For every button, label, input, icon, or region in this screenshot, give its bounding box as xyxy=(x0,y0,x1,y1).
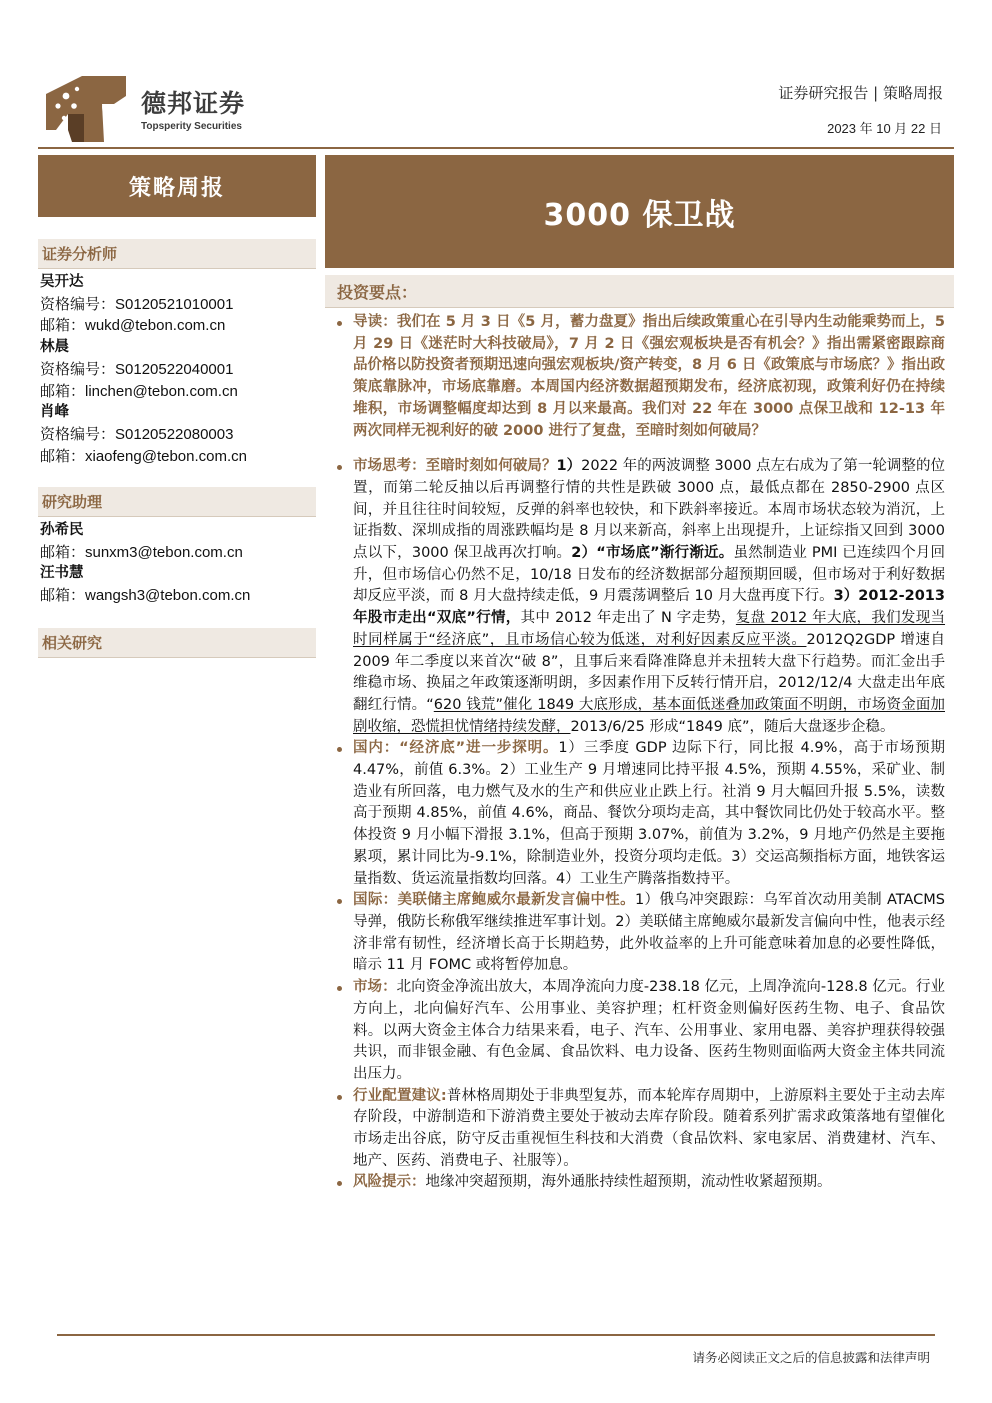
risk-text: 地缘冲突超预期，海外通胀持续性超预期，流动性收紧超预期。 xyxy=(425,1174,832,1191)
investment-points xyxy=(333,312,945,1194)
point-3-underlined-1: 复盘 2012 年大底，我们发现当时同样属于“经济底”，且市场信心较为低迷，对利好因素反应平淡。 xyxy=(353,610,946,648)
risk-paragraph xyxy=(333,1172,945,1194)
header-divider xyxy=(38,147,954,149)
brand-name: 德邦证券 xyxy=(141,89,246,118)
allocation-text: 普林格周期处于非典型复苏，而本轮库存周期中，上游原料主要处于主动去库存阶段，中游制造和下游消费主要处于被动去库存阶段。随着系列扩需求政策落地有望催化市场走出谷底，防守反击重视恒生科技和大消费（食品饮料、家电家居、消费建材、汽车、地产、医药、消费电子、社服等）。 xyxy=(353,1087,945,1169)
footer-divider xyxy=(57,1334,935,1336)
allocation-paragraph xyxy=(333,1086,945,1173)
point-3-text-c: 2013/6/25 形成“1849 底”，随后大盘逐步企稳。 xyxy=(570,718,895,735)
analyst-email[interactable]: 邮箱：linchen@tebon.com.cn xyxy=(40,382,238,400)
bullet-icon xyxy=(337,899,342,904)
analysts-heading: 证券分析师 xyxy=(42,245,118,263)
analyst-name: 肖峰 xyxy=(40,404,69,421)
leopard-logo-icon xyxy=(44,74,128,144)
assistants-heading: 研究助理 xyxy=(42,493,103,511)
report-title: 3000 保卫战 xyxy=(543,197,736,233)
international-label: 国际：美联储主席鲍威尔最新发言偏中性。 xyxy=(353,892,635,909)
risk-label: 风险提示： xyxy=(353,1174,426,1191)
footer-disclaimer: 请务必阅读正文之后的信息披露和法律声明 xyxy=(692,1350,930,1365)
analyst-name: 吴开达 xyxy=(40,274,84,290)
analyst-name: 林晨 xyxy=(40,339,69,356)
analyst-email[interactable]: 邮箱：xiaofeng@tebon.com.cn xyxy=(40,447,247,465)
domestic-label: 国内：“经济底”进一步探明。 xyxy=(353,740,559,757)
assistant-name: 汪书慧 xyxy=(40,565,84,582)
international-text: 1）俄乌冲突跟踪：乌军首次动用美制 ATACMS 导弹，俄防长称俄军继续推进军事计划。2）美联储主席鲍威尔最新发言偏向中性，他表示经济非常有韧性，经济增长高于长期趋势，此外收益率的上升可能意味着加息的必要性降低，暗示 11 月 FOMC 或将暂停加息。 xyxy=(353,892,945,974)
related-research-heading: 相关研究 xyxy=(42,634,103,652)
domestic-paragraph xyxy=(333,738,945,890)
intro-text: 导读：我们在 5 月 3 日《5 月，蓄力盘夏》指出后续政策重心在引导内生动能乘势而上，5 月 29 日《迷茫时大科技破局》，7 月 2 日《强宏观板块是否有机会？》指出需紧密跟踪商品价格以防投资者预期迅速向强宏观板块/资产转变，8 月 6 日《政策底与市场底？》指出政策底靠脉冲，市场底靠磨。本周国内经济数据超预期发布，经济底初现，政策利好仍在持续堆积，市场调整幅度却达到 8 月以来最高。我们对 22 年在 3000 点保卫战和 12-13 年两次同样无视利好的破 2000 进行了复盘，至暗时刻如何破局？ xyxy=(353,314,945,439)
brand-name-en: Topsperity Securities xyxy=(141,121,242,132)
point-1-text: 2022 年的两波调整 3000 点左右成为了第一轮调整的位置，而第二轮反抽以后再调整行情的共性是跌破 3000 点，最低点都在 2850-2900 点区间，并且往往时间较短，反弹的斜率也较快，和下跌斜率接近。本周市场状态较为消沉，上证指数、深圳成指的周涨跌幅均是 8 月以来新高，斜率上出现提升，上证综指又回到 3000 点以下，3000 保卫战再次打响。 xyxy=(353,458,946,562)
analyst-cert: 资格编号：S0120522040001 xyxy=(40,360,234,378)
investment-points-heading: 投资要点： xyxy=(337,282,418,302)
domestic-text: 1）三季度 GDP 边际下行，同比报 4.9%，高于市场预期 4.47%，前值 6.3%。2）工业生产 9 月增速同比持平报 4.5%，预期 4.55%，采矿业、制造业有所回落，电力燃气及水的生产和供应业止跌上行。社消 9 月大幅回升报 5.5%，读数高于预期 4.85%，前值 4.6%，商品、餐饮分项均走高，其中餐饮同比仍处于较高水平。整体投资 9 月小幅下滑报 3.1%，但高于预期 3.07%，前值为 3.2%，9 月地产仍然是主要拖累项，累计同比为-9.1%，除制造业外，投资分项均走低。3）交运高频指标方面，地铁客运量指数、货运流量指数均回落。4）工业生产腾落指数持平。 xyxy=(353,740,945,887)
analyst-list xyxy=(40,272,247,467)
analysts-heading-band xyxy=(38,239,316,269)
market-think-label: 市场思考：至暗时刻如何破局？ xyxy=(353,458,557,475)
point-1-head: 1） xyxy=(556,458,582,475)
market-paragraph xyxy=(333,977,945,1086)
bullet-icon xyxy=(337,986,342,991)
market-text: 北向资金净流出放大，本周净流向力度-238.18 亿元，上周净流向-128.8 亿元。行业方向上，北向偏好汽车、公用事业、美容护理；杠杆资金则偏好医药生物、电子、食品饮料。以两大资金主体合力结果来看，电子、汽车、公用事业、家用电器、美容护理获得较强共识，而非银金融、有色金属、食品饮料、电力设备、医药生物则面临两大资金主体共同流出压力。 xyxy=(353,979,945,1082)
intro-paragraph xyxy=(333,312,945,442)
international-paragraph xyxy=(333,890,945,977)
bullet-icon xyxy=(337,747,342,752)
investment-points-heading-band xyxy=(325,275,954,308)
brand xyxy=(141,84,245,132)
point-2-head: 2）“市场底”渐行渐近。 xyxy=(571,545,734,562)
point-3-text-a: 其中 2012 年走出了 N 字走势， xyxy=(520,610,736,627)
report-title-band xyxy=(325,155,954,268)
point-2-text: 虽然制造业 PMI 已连续四个月回升，但市场信心仍然不足，10/18 日发布的经济数据部分超预期回暖，但市场对于利好数据却反应平淡，而 8 月大盘持续走低，9 月震荡调整后 10 月大盘再度下行。 xyxy=(353,545,945,605)
analyst-email[interactable]: 邮箱：wukd@tebon.com.cn xyxy=(40,317,226,335)
bullet-icon xyxy=(337,1095,342,1100)
bullet-icon xyxy=(337,465,342,470)
assistant-email[interactable]: 邮箱：wangsh3@tebon.com.cn xyxy=(40,587,251,605)
point-3-underlined-2: 620 钱荒”催化 1849 大底形成，基本面低迷叠加政策面不明朗，市场资金面加剧收缩，恐慌担忧情绪持续发酵， xyxy=(353,696,945,735)
report-type: 证券研究报告 | 策略周报 xyxy=(778,84,943,102)
report-date: 2023 年 10 月 22 日 xyxy=(827,121,942,136)
assistant-email[interactable]: 邮箱：sunxm3@tebon.com.cn xyxy=(40,543,243,561)
point-3-text-b: 2012Q2GDP 增速自 2009 年二季度以来首次“破 8”，且事后来看降准降息并未扭转大盘下行趋势。而汇金出手维稳市场、换届之年政策逐渐明朗，多因素作用下反转行情开启，2012/12/4 大盘走出年底翻红行情。“ xyxy=(353,631,945,713)
market-think-paragraph xyxy=(333,456,945,738)
report-category: 策略周报 xyxy=(128,175,225,201)
market-label: 市场： xyxy=(353,979,397,996)
assistant-list xyxy=(40,520,250,607)
analyst-cert: 资格编号：S0120521010001 xyxy=(40,295,234,313)
report-category-band xyxy=(38,155,316,217)
bullet-icon xyxy=(337,321,342,326)
analyst-cert: 资格编号：S0120522080003 xyxy=(40,425,234,443)
bullet-icon xyxy=(337,1181,342,1186)
allocation-label: 行业配置建议: xyxy=(353,1087,447,1104)
assistants-heading-band xyxy=(38,487,316,517)
point-3-head: 3）2012-2013 年股市走出“双底”行情， xyxy=(353,588,945,627)
related-research-heading-band xyxy=(38,628,316,658)
assistant-name: 孙希民 xyxy=(40,522,84,538)
